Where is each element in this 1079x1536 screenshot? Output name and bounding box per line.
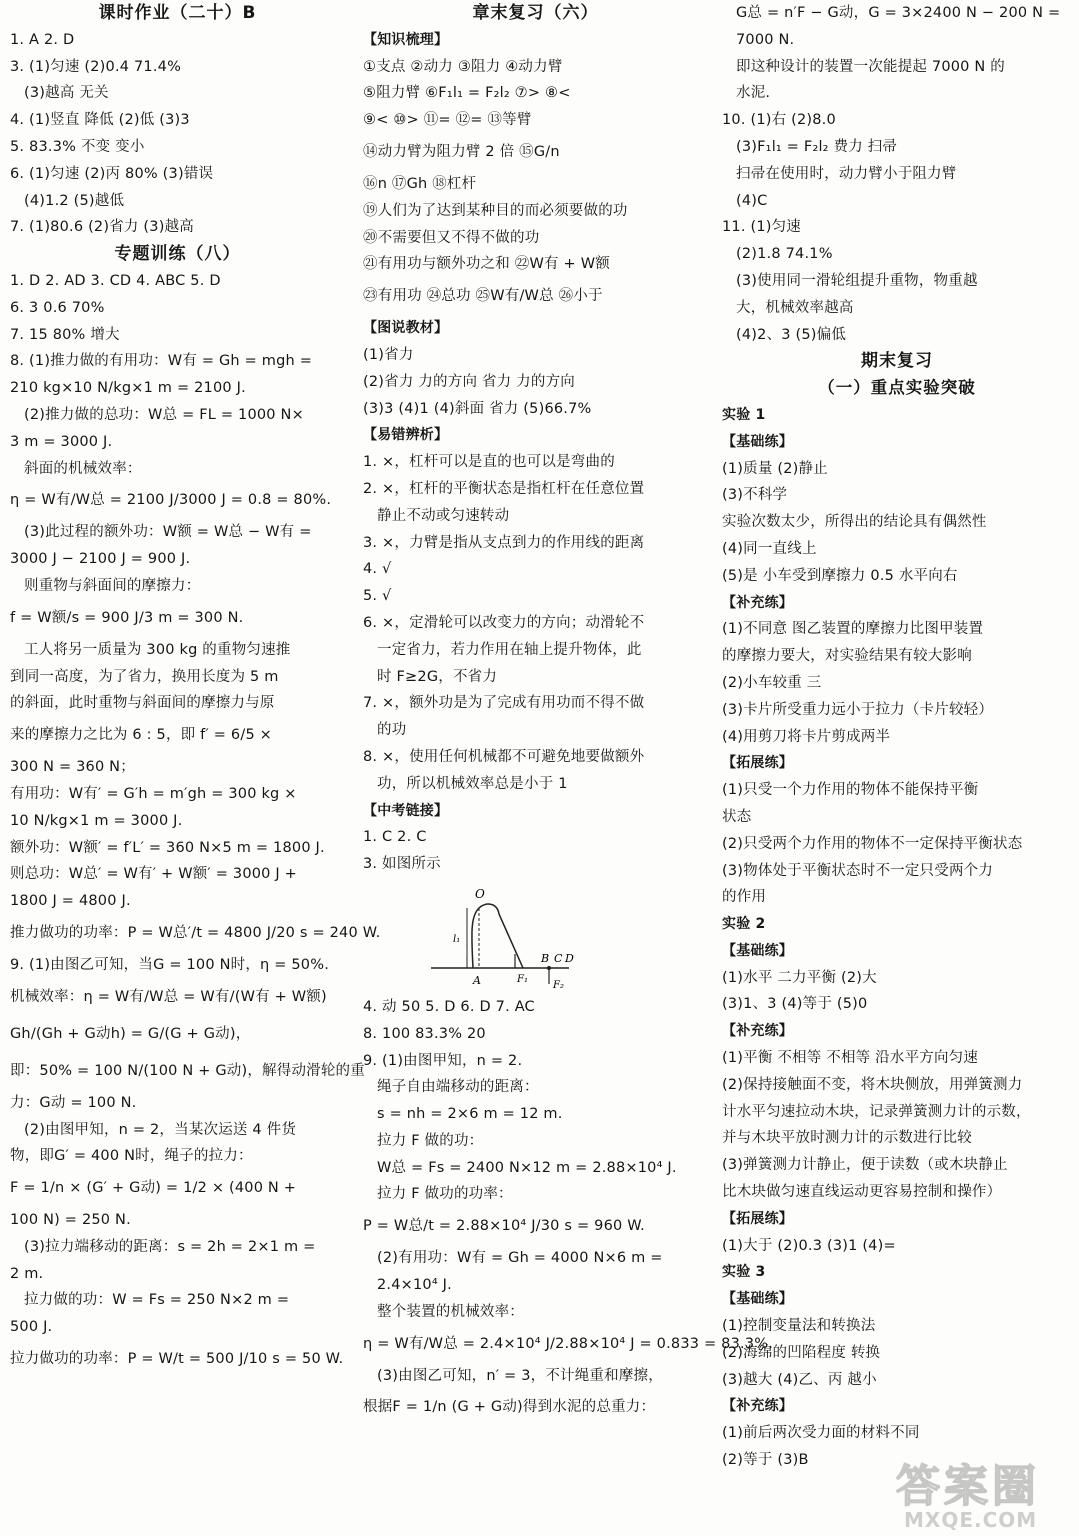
subsection-label: 【基础练】 (722, 942, 793, 959)
answer-line: (1)只受一个力作用的物体不能保持平衡 (722, 782, 979, 799)
answer-line: 比木块做匀速直线运动更容易控制和操作） (722, 1184, 1002, 1201)
answer-line: η = W有/W总 = 2100 J/3000 J = 0.8 = 80%. (10, 492, 332, 509)
watermark-mark: 答案圈 (896, 1461, 1040, 1512)
answer-line: 4. √ (363, 561, 392, 578)
answer-line: 9. (1)由图甲知，n = 2. (363, 1052, 523, 1069)
answer-line: 2 m. (10, 1265, 44, 1282)
answer-line: ⑤阻力臂 ⑥F₁l₁ = F₂l₂ ⑦> ⑧< (363, 85, 571, 102)
answer-line: ⑯n ⑰Gh ⑱杠杆 (363, 175, 477, 192)
answer-line: (2)推力做的总功：W总 = FL = 1000 N× (24, 406, 304, 423)
label-c: C (554, 951, 563, 965)
answer-line: 6. (1)匀速 (2)丙 80% (3)错误 (10, 165, 214, 182)
answer-line: 的作用 (722, 889, 767, 906)
answer-line: (5)是 小车受到摩擦力 0.5 水平向右 (722, 567, 958, 584)
answer-line: 3. 如图所示 (363, 856, 441, 873)
answer-line: (1)水平 二力平衡 (2)大 (722, 969, 877, 986)
answer-line: ⑲人们为了达到某种目的而必须要做的功 (363, 202, 628, 219)
answer-line: (2)等于 (3)B (722, 1452, 809, 1469)
answer-line: 2.4×10⁴ J. (377, 1277, 452, 1294)
label-d: D (565, 951, 574, 965)
answer-line: (1)省力 (363, 346, 414, 363)
answer-line: (2)保持接触面不变，将木块侧放，用弹簧测力 (722, 1076, 1023, 1093)
answer-line: 4. (1)竖直 降低 (2)低 (3)3 (10, 112, 190, 129)
answer-line: 功，所以机械效率总是小于 1 (377, 775, 568, 792)
answer-line: 机械效率：η = W有/W总 = W有/(W有 + W额) (10, 988, 327, 1005)
watermark-logo (896, 1450, 1071, 1532)
answer-line: 100 N) = 250 N. (10, 1212, 131, 1229)
answer-line: 6. ×，定滑轮可以改变力的方向；动滑轮不 (363, 614, 645, 631)
section-heading: 课时作业（二十）B (98, 3, 257, 23)
answer-line: 500 J. (10, 1319, 53, 1336)
watermark-url: MXQE.COM (904, 1508, 1038, 1532)
answer-line: 8. (1)推力做的有用功：W有 = Gh = mgh = (10, 353, 313, 370)
answer-line: 11. (1)匀速 (722, 219, 802, 236)
answer-line: 的功 (377, 722, 407, 739)
answer-line: 扫帚在使用时，动力臂小于阻力臂 (736, 165, 957, 182)
answer-line: 7. ×，额外功是为了完成有用功而不得不做 (363, 695, 645, 712)
answer-line: (4)C (736, 192, 768, 209)
section-heading: 专题训练（八） (114, 244, 241, 265)
subsection-label: 【基础练】 (722, 1291, 793, 1308)
subsection-label: 【补充练】 (722, 1023, 793, 1040)
answer-line: 斜面的机械效率： (24, 460, 142, 477)
subsection-label: 【拓展练】 (722, 755, 793, 772)
answer-line: 8. 100 83.3% 20 (363, 1025, 486, 1042)
answer-line: 2. ×，杠杆的平衡状态是指杠杆在任意位置 (363, 480, 645, 497)
answer-line: 拉力 F 做的功： (377, 1132, 484, 1149)
answer-line: 大，机械效率越高 (736, 299, 854, 316)
section-heading: 章末复习（六） (472, 3, 599, 23)
answer-line: 有用功：W有′ = G′h = m′gh = 300 kg × (10, 785, 297, 802)
answer-line: 1. ×，杠杆可以是直的也可以是弯曲的 (363, 454, 615, 471)
middle-top-block (363, 0, 708, 878)
column-right (722, 0, 1072, 1536)
answer-line: F = 1/n × (G′ + G动) = 1/2 × (400 N + (10, 1180, 297, 1197)
label-l1: l₁ (453, 933, 461, 945)
label-b: B (541, 951, 550, 965)
answer-line: s = nh = 2×6 m = 12 m. (377, 1106, 563, 1123)
subsection-label: 【补充练】 (722, 594, 793, 611)
answer-line: (3)3 (4)1 (4)斜面 省力 (5)66.7% (363, 400, 592, 417)
answer-line: (4)用剪刀将卡片剪成两半 (722, 728, 891, 745)
answer-line: 拉力 F 做功的功率： (377, 1186, 513, 1203)
answer-line: ㉓有用功 ㉔总功 ㉕W有/W总 ㉖小于 (363, 288, 603, 305)
subsection-label: 【易错辨析】 (363, 427, 449, 444)
answer-line: 根据F = 1/n (G + G动)得到水泥的总重力： (363, 1399, 656, 1416)
answer-line: 额外功：W额′ = f′L′ = 360 N×5 m = 1800 J. (10, 839, 325, 856)
answer-line: (1)平衡 不相等 不相等 沿水平方向匀速 (722, 1050, 979, 1067)
answer-line: P = W总/t = 2.88×10⁴ J/30 s = 960 W. (363, 1218, 645, 1235)
answer-line: 6. 3 0.6 70% (10, 299, 105, 316)
answer-line: ①支点 ②动力 ③阻力 ④动力臂 (363, 58, 563, 75)
answer-line: ⑳不需要但又不得不做的功 (363, 229, 540, 246)
answer-line: 拉力做的功：W = Fs = 250 N×2 m = (24, 1292, 290, 1309)
answer-line: (4)2、3 (5)偏低 (736, 326, 847, 343)
answer-line: (4)同一直线上 (722, 540, 817, 557)
answer-line: 8. ×，使用任何机械都不可避免地要做额外 (363, 748, 645, 765)
answer-line: 10. (1)右 (2)8.0 (722, 112, 836, 129)
subsection-label: 【补充练】 (722, 1398, 793, 1415)
answer-line: (3)越高 无关 (24, 85, 109, 102)
subsection-label: 【图说教材】 (363, 320, 449, 337)
answer-line: 静止不动或匀速转动 (377, 507, 510, 524)
subsection-label: 实验 2 (722, 916, 766, 933)
answer-line: 3000 J − 2100 J = 900 J. (10, 551, 191, 568)
subsection-label: 【知识梳理】 (363, 31, 449, 48)
answer-line: 7. (1)80.6 (2)省力 (3)越高 (10, 219, 194, 236)
answer-line: 300 N = 360 N； (10, 759, 135, 776)
answer-line: 1800 J = 4800 J. (10, 893, 131, 910)
answer-line: (1)质量 (2)静止 (722, 460, 828, 477)
answer-line: (4)1.2 (5)越低 (24, 192, 125, 209)
answer-line: 拉力做功的功率：P = W/t = 500 J/10 s = 50 W. (10, 1351, 344, 1368)
answer-line: (1)控制变量法和转换法 (722, 1318, 876, 1335)
answer-line: 即这种设计的装置一次能提起 7000 N 的 (736, 58, 1005, 75)
answer-line: 即：50% = 100 N/(100 N + G动)，解得动滑轮的重 (10, 1062, 365, 1079)
answer-line: (1)不同意 图乙装置的摩擦力比图甲装置 (722, 621, 984, 638)
answer-line: 水泥. (736, 85, 771, 102)
answer-line: ⑭动力臂为阻力臂 2 倍 ⑮G/n (363, 143, 560, 160)
section-heading: 期末复习 (861, 351, 933, 372)
answer-line: 并与木块平放时测力计的示数进行比较 (722, 1130, 972, 1147)
answer-line: (2)只受两个力作用的物体不一定保持平衡状态 (722, 835, 1023, 852)
answer-line: (2)小车较重 三 (722, 674, 822, 691)
answer-line: (2)1.8 74.1% (736, 246, 833, 263)
column-left (10, 0, 381, 1536)
answer-line: W总 = Fs = 2400 N×12 m = 2.88×10⁴ J. (377, 1159, 677, 1176)
answer-line: 210 kg×10 N/kg×1 m = 2100 J. (10, 380, 246, 397)
answer-line: (2)由图甲知，n = 2，当某次运送 4 件货 (24, 1121, 297, 1138)
answer-line: 5. √ (363, 588, 392, 605)
subsection-label: 实验 1 (722, 406, 766, 423)
answer-line: (2)省力 力的方向 省力 力的方向 (363, 373, 575, 390)
answer-line: (3)弹簧测力计静止，便于读数（或木块静止 (722, 1157, 1008, 1174)
label-f1: F₁ (517, 973, 528, 985)
label-f2: F₂ (553, 979, 564, 991)
section-heading: （一）重点实验突破 (818, 378, 976, 398)
lever-figure (423, 880, 573, 990)
answer-line: (2)海绵的凹陷程度 转换 (722, 1344, 881, 1361)
answer-line: ⑨< ⑩> ⑪= ⑫= ⑬等臂 (363, 112, 532, 129)
answer-line: (1)前后两次受力面的材料不同 (722, 1425, 920, 1442)
answer-line: (1)大于 (2)0.3 (3)1 (4)= (722, 1237, 896, 1254)
answer-line: (3)越大 (4)乙、丙 越小 (722, 1371, 877, 1388)
answer-line: 10 N/kg×1 m = 3000 J. (10, 812, 183, 829)
answer-line: 的摩擦力要大，对实验结果有较大影响 (722, 648, 972, 665)
subsection-label: 【拓展练】 (722, 1210, 793, 1227)
answer-line: (2)有用功：W有 = Gh = 4000 N×6 m = (377, 1250, 663, 1267)
answer-line: (3)不科学 (722, 487, 788, 504)
answer-line: 来的摩擦力之比为 6 : 5，即 f′ = 6/5 × (10, 727, 273, 744)
answer-line: η = W有/W总 = 2.4×10⁴ J/2.88×10⁴ J = 0.833 = 83.3%. (363, 1335, 774, 1352)
answer-line: 3 m = 3000 J. (10, 433, 113, 450)
answer-line: 推力做功的功率：P = W总′/t = 4800 J/20 s = 240 W. (10, 924, 381, 941)
answer-line: 4. 动 50 5. D 6. D 7. AC (363, 998, 535, 1015)
answer-line: 时 F≥2G，不省力 (377, 668, 498, 685)
point-b (547, 966, 551, 970)
answer-line: (3)拉力端移动的距离：s = 2h = 2×1 m = (24, 1238, 316, 1255)
answer-line: Gh/(Gh + G动h) = G/(G + G动)， (10, 1025, 251, 1042)
answer-line: 一定省力，若力作用在轴上提升物体，此 (377, 641, 642, 658)
answer-line: 1. C 2. C (363, 829, 427, 846)
answer-line: (3)此过程的额外功：W额 = W总 − W有 = (24, 524, 312, 541)
answer-line: (3)使用同一滑轮组提升重物，物重越 (736, 272, 978, 289)
answer-line: 5. 83.3% 不变 变小 (10, 138, 145, 155)
label-a: A (473, 973, 481, 987)
answer-line: 实验次数太少，所得出的结论具有偶然性 (722, 514, 987, 531)
answer-line: 则总功：W总′ = W有′ + W额′ = 3000 J + (10, 866, 298, 883)
answer-line: (3)F₁l₁ = F₂l₂ 费力 扫帚 (736, 138, 898, 155)
label-o: O (475, 886, 485, 901)
answer-line: 力：G动 = 100 N. (10, 1094, 137, 1111)
subsection-label: 实验 3 (722, 1264, 766, 1281)
subsection-label: 【中考链接】 (363, 802, 449, 819)
answer-line: 工人将另一质量为 300 kg 的重物匀速推 (24, 641, 291, 658)
answer-line: (3)由图乙可知，n′ = 3，不计绳重和摩擦， (377, 1367, 663, 1384)
answer-line: ㉑有用功与额外功之和 ㉒W有 + W额 (363, 256, 610, 273)
answer-line: 7000 N. (736, 31, 795, 48)
answer-line: 3. ×，力臂是指从支点到力的作用线的距离 (363, 534, 645, 551)
answer-line: 9. (1)由图乙可知，当G = 100 N时，η = 50%. (10, 956, 330, 973)
answer-line: 1. D 2. AD 3. CD 4. ABC 5. D (10, 272, 221, 289)
answer-line: (3)1、3 (4)等于 (5)0 (722, 996, 868, 1013)
answer-line: 1. A 2. D (10, 31, 75, 48)
answer-line: 到同一高度，为了省力，换用长度为 5 m (10, 668, 279, 685)
answer-line: 状态 (722, 808, 752, 825)
answer-line: 7. 15 80% 增大 (10, 326, 120, 343)
answer-line: 的斜面，此时重物与斜面间的摩擦力与原 (10, 695, 275, 712)
answer-line: G总 = n′F − G动，G = 3×2400 N − 200 N = (736, 5, 1061, 21)
answer-line: f = W额/s = 900 J/3 m = 300 N. (10, 609, 244, 626)
answer-line: 绳子自由端移动的距离： (377, 1079, 539, 1096)
answer-line: 计水平匀速拉动木块，记录弹簧测力计的示数， (722, 1103, 1031, 1120)
answer-line: 整个装置的机械效率： (377, 1303, 524, 1320)
answer-line: (3)卡片所受重力远小于拉力（卡片较轻） (722, 701, 994, 718)
answer-line: 3. (1)匀速 (2)0.4 71.4% (10, 58, 182, 75)
subsection-label: 【基础练】 (722, 433, 793, 450)
answer-line: (3)物体处于平衡状态时不一定只受两个力 (722, 862, 994, 879)
answer-line: 物，即G′ = 400 N时，绳子的拉力： (10, 1148, 253, 1165)
answer-line: 则重物与斜面间的摩擦力： (24, 577, 201, 594)
